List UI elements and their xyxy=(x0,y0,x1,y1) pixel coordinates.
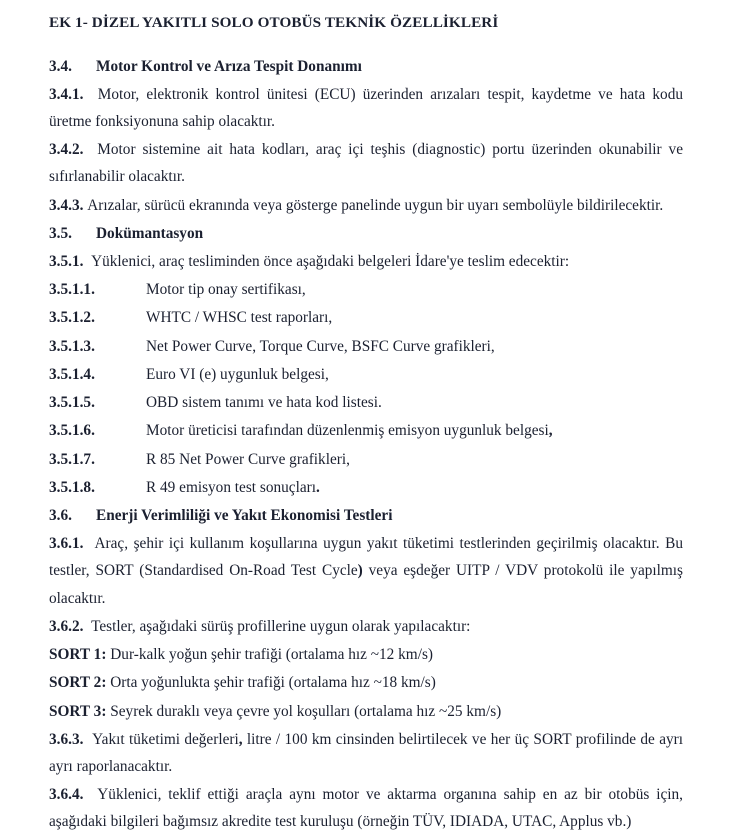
list-item-text xyxy=(146,417,683,444)
sort-profile-text: Seyrek duraklı veya çevre yol koşulları (ortalama hız ~25 km/s) xyxy=(106,702,502,720)
sort-profile-label: SORT 1: xyxy=(49,646,107,664)
list-item xyxy=(49,361,683,388)
list-item-number: 3.5.1.3. xyxy=(49,337,95,355)
list-item-text: Euro VI (e) uygunluk belgesi, xyxy=(146,365,329,383)
list-item-number: 3.5.1.1. xyxy=(49,281,95,299)
sort-profile-1 xyxy=(49,641,683,668)
list-item-number: 3.5.1.5. xyxy=(49,394,95,412)
sort-profile-label: SORT 3: xyxy=(49,702,107,720)
list-item xyxy=(49,446,683,473)
section-heading-3-5 xyxy=(49,220,683,247)
section-heading-3-6 xyxy=(49,502,683,529)
clause-text: Motor, elektronik kontrol ünitesi (ECU) üzerinden arızaları tespit, kaydetme ve hata kodu üretme fonksiyonuna sahip olacaktır. xyxy=(49,85,683,130)
clause-number: 3.6.4. xyxy=(49,786,84,804)
clause-number: 3.6.2. xyxy=(49,617,84,635)
clause-3-4-3 xyxy=(49,192,683,219)
list-item-number: 3.5.1.7. xyxy=(49,450,95,468)
section-title: Dokümantasyon xyxy=(96,224,204,242)
clause-text: Yüklenici, teklif ettiği araçla aynı motor ve aktarma organına sahip en az bir otobüs için, aşağıdaki bilgileri bağımsız akredite test kuruluşu (örneğin TÜV, IDIADA, UTAC, Applus vb.) xyxy=(49,786,684,831)
list-item-number: 3.5.1.6. xyxy=(49,422,95,440)
clause-text-part1: Yakıt tüketimi değerleri xyxy=(92,730,239,748)
clause-text: Yüklenici, araç tesliminden önce aşağıdaki belgeleri İdare'ye teslim edecektir: xyxy=(91,253,570,271)
clause-3-6-1 xyxy=(49,530,683,612)
clause-number: 3.6.3. xyxy=(49,730,84,748)
clause-3-5-1 xyxy=(49,248,683,275)
list-item xyxy=(49,417,683,444)
list-item-number: 3.5.1.8. xyxy=(49,478,95,496)
clause-text-part2: veya eşdeğer UITP / VDV protokolü ile yapılmış olacaktır. xyxy=(49,562,683,607)
list-item-text: Motor tip onay sertifikası, xyxy=(146,281,306,299)
clause-text-part2: litre / 100 km cinsinden belirtilecek ve her üç SORT profilinde de ayrı ayrı raporlanacaktır. xyxy=(49,730,683,775)
clause-text: Testler, aşağıdaki sürüş profillerine uygun olarak yapılacaktır: xyxy=(91,617,471,635)
clause-number: 3.4.3. xyxy=(49,196,84,214)
list-item-text: OBD sistem tanımı ve hata kod listesi. xyxy=(146,394,382,412)
sort-profile-2 xyxy=(49,669,683,696)
clause-3-4-1 xyxy=(49,81,683,135)
list-item xyxy=(49,333,683,360)
list-item-text: Net Power Curve, Torque Curve, BSFC Curve grafikleri, xyxy=(146,337,495,355)
list-item xyxy=(49,304,683,331)
section-number: 3.5. xyxy=(49,224,72,242)
list-item xyxy=(49,389,683,416)
sort-profile-3 xyxy=(49,698,683,725)
section-number: 3.4. xyxy=(49,57,72,75)
list-item-number: 3.5.1.4. xyxy=(49,365,95,383)
list-item-text-punct: , xyxy=(548,422,553,440)
sort-profile-label: SORT 2: xyxy=(49,674,107,692)
clause-text: Motor sistemine ait hata kodları, araç içi teşhis (diagnostic) portu üzerinden okunabilir ve sıfırlanabilir olacaktır. xyxy=(49,141,683,186)
list-item-text: WHTC / WHSC test raporları, xyxy=(146,309,333,327)
section-title: Enerji Verimliliği ve Yakıt Ekonomisi Testleri xyxy=(96,507,393,525)
clause-number: 3.6.1. xyxy=(49,535,84,553)
clause-3-4-2 xyxy=(49,136,683,190)
clause-3-6-4 xyxy=(49,781,683,835)
section-number: 3.6. xyxy=(49,507,72,525)
list-item-text xyxy=(146,474,683,501)
clause-3-6-3 xyxy=(49,726,683,780)
clause-text-punct: , xyxy=(238,730,243,748)
clause-text-part1: Araç, şehir içi kullanım koşullarına uygun yakıt tüketimi testlerinden geçirilmiş olacaktır. Bu testler, SORT (Standardised On-Road Test Cycle xyxy=(49,535,683,580)
page-title: EK 1- DİZEL YAKITLI SOLO OTOBÜS TEKNİK ÖZELLİKLERİ xyxy=(49,14,499,31)
list-item-text-body: R 49 emisyon test sonuçları xyxy=(146,478,316,496)
list-item-number: 3.5.1.2. xyxy=(49,309,95,327)
clause-text: Arızalar, sürücü ekranında veya gösterge panelinde uygun bir uyarı sembolüyle bildirilecektir. xyxy=(87,196,664,214)
clause-number: 3.4.2. xyxy=(49,141,84,159)
sort-profile-text: Dur-kalk yoğun şehir trafiği (ortalama hız ~12 km/s) xyxy=(106,646,433,664)
list-item-text: R 85 Net Power Curve grafikleri, xyxy=(146,450,350,468)
list-item xyxy=(49,474,683,501)
clause-number: 3.5.1. xyxy=(49,253,84,271)
clause-text-punct: ) xyxy=(357,562,363,580)
clause-3-6-2 xyxy=(49,613,683,640)
list-item xyxy=(49,276,683,303)
sort-profile-text: Orta yoğunlukta şehir trafiği (ortalama hız ~18 km/s) xyxy=(106,674,436,692)
list-item-text-punct: . xyxy=(315,478,320,496)
clause-number: 3.4.1. xyxy=(49,85,84,103)
section-heading-3-4 xyxy=(49,53,683,80)
section-title: Motor Kontrol ve Arıza Tespit Donanımı xyxy=(96,57,362,75)
list-item-text-body: Motor üreticisi tarafından düzenlenmiş emisyon uygunluk belgesi xyxy=(146,422,549,440)
